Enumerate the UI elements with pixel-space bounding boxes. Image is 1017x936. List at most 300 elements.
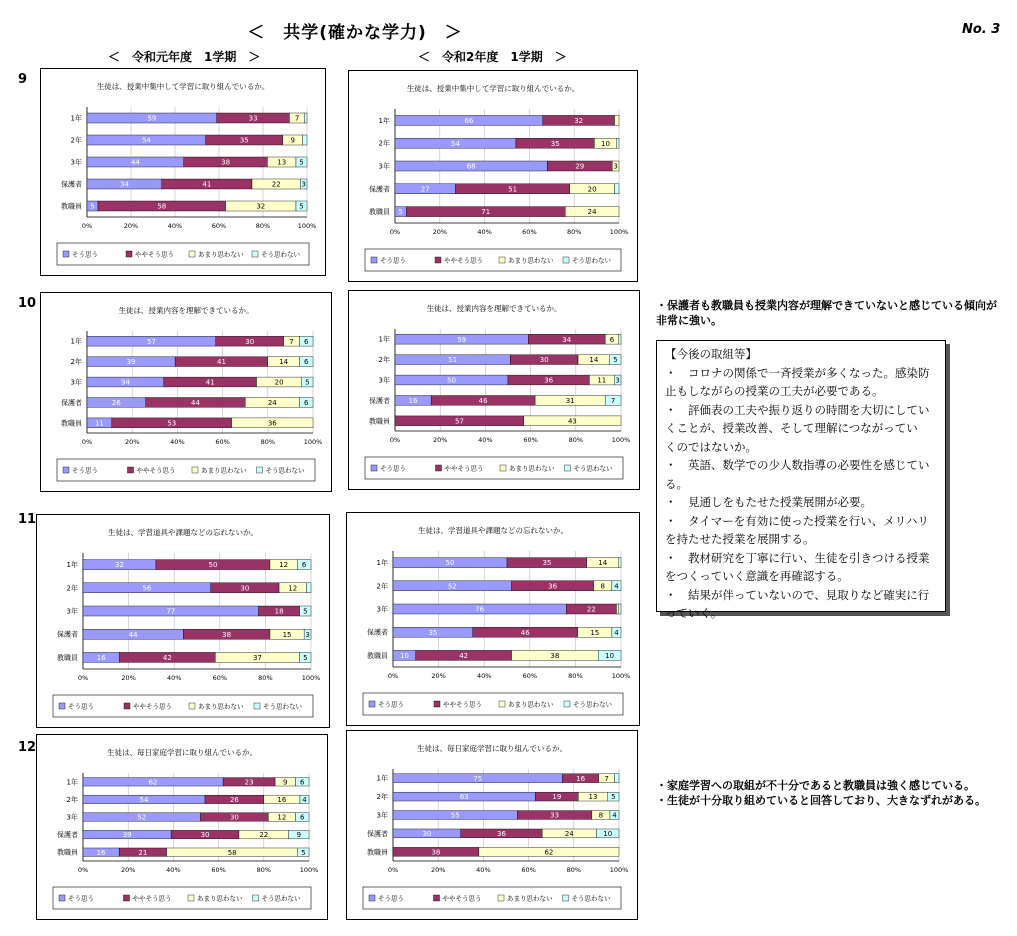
legend-swatch	[565, 465, 571, 471]
category-label: 教職員	[57, 653, 78, 662]
data-label: 18	[274, 607, 284, 616]
actions-line: を持たせた授業を展開する。	[665, 532, 815, 546]
legend-swatch	[369, 701, 375, 707]
data-label: 62	[148, 778, 158, 787]
legend-label: ややそう思う	[133, 702, 172, 711]
data-label: 53	[167, 419, 177, 428]
data-label: 20	[587, 185, 597, 194]
legend-swatch	[563, 895, 569, 901]
actions-line: ・ 結果が伴っていないので、見取りなど確実に行	[665, 587, 930, 602]
data-label: 41	[205, 378, 215, 387]
data-label: 6	[303, 337, 309, 346]
category-label: 保護者	[369, 185, 390, 194]
tick-label: 20%	[123, 222, 139, 230]
actions-line: る。	[665, 476, 688, 491]
data-label: 16	[576, 774, 586, 783]
chart-q9-r2	[348, 70, 638, 282]
data-label: 13	[588, 793, 598, 802]
tick-label: 0%	[77, 674, 89, 682]
tick-label: 40%	[167, 222, 183, 230]
data-label: 57	[146, 337, 156, 346]
actions-line: をつくっていく意識を再確認する。	[665, 569, 849, 583]
question-number: 9	[18, 72, 28, 87]
actions-line: ・ 英語、数学での少人数指導の必要性を感じてい	[665, 458, 930, 472]
data-label: 34	[119, 180, 129, 189]
legend-label: あまり思わない	[507, 894, 553, 903]
actions-line: ・ コロナの関係で一斉授業が多くなった。感染防	[665, 365, 930, 380]
legend-label: そう思わない	[265, 466, 305, 475]
tick-label: 100%	[299, 866, 319, 874]
legend-swatch	[499, 257, 505, 263]
tick-label: 20%	[430, 866, 446, 874]
data-label: 37	[252, 654, 262, 662]
tick-label: 100%	[611, 672, 631, 680]
data-label: 34	[562, 335, 572, 344]
category-label: 2年	[66, 584, 78, 593]
data-label: 26	[111, 399, 121, 407]
actions-line: ・ タイマーを有効に使った授業を行い、メリハリ	[665, 513, 929, 528]
data-label: 5	[303, 607, 308, 616]
data-label: 7	[289, 337, 294, 346]
tick-label: 60%	[522, 672, 538, 680]
category-label: 3年	[376, 605, 388, 614]
data-label: 50	[208, 561, 218, 570]
data-label: 5	[305, 378, 310, 387]
category-label: 3年	[70, 378, 82, 387]
data-label: 76	[475, 605, 485, 614]
tick-label: 80%	[258, 674, 273, 682]
category-label: 3年	[66, 813, 78, 822]
stacked-bar-chart	[349, 71, 637, 281]
data-label: 59	[457, 335, 467, 344]
chart-title: 生徒は、授業内容を理解できているか。	[118, 306, 254, 315]
category-label: 保護者	[367, 829, 388, 838]
legend-swatch	[124, 895, 130, 901]
legend-label: そう思わない	[263, 702, 302, 711]
data-label: 63	[459, 793, 469, 802]
bar-segment	[616, 604, 618, 614]
stacked-bar-chart	[41, 293, 331, 491]
data-label: 13	[277, 158, 287, 167]
legend-label: そう思う	[72, 466, 98, 475]
tick-label: 60%	[522, 228, 537, 236]
data-label: 27	[420, 185, 430, 194]
category-label: 2年	[378, 139, 390, 148]
data-label: 68	[466, 162, 476, 171]
legend-label: ややそう思う	[443, 700, 482, 709]
data-label: 58	[227, 848, 237, 857]
tick-label: 20%	[120, 866, 136, 874]
bar-segment	[615, 184, 619, 194]
data-label: 44	[130, 158, 140, 167]
data-label: 31	[565, 397, 575, 405]
data-label: 34	[120, 378, 130, 387]
data-label: 54	[451, 139, 460, 148]
actions-line: ・ 評価表の工夫や振り返りの時間を大切にしてい	[665, 402, 930, 417]
legend-label: そう思う	[380, 256, 406, 265]
tick-label: 80%	[566, 228, 582, 236]
data-label: 4	[614, 628, 619, 637]
question-number: 11	[18, 512, 37, 527]
bar-segment	[306, 583, 311, 593]
tick-label: 0%	[389, 436, 401, 444]
chart-q9-r1	[40, 68, 326, 276]
data-label: 7	[604, 774, 609, 783]
legend-label: そう思わない	[573, 700, 612, 709]
tick-label: 40%	[166, 674, 182, 682]
data-label: 35	[239, 136, 249, 145]
data-label: 41	[217, 358, 226, 367]
tick-label: 100%	[297, 222, 317, 230]
legend-swatch	[371, 465, 377, 471]
legend-swatch	[564, 701, 570, 707]
legend-label: そう思わない	[573, 464, 613, 473]
note-line: ・保護者も教職員も授業内容が理解できていないと感じている傾向が	[656, 299, 997, 312]
data-label: 57	[454, 417, 464, 426]
chart-q12-r1	[36, 734, 328, 920]
bar-segment	[615, 115, 619, 125]
legend-swatch	[252, 251, 258, 257]
note-q12	[656, 778, 986, 808]
chart-q11-r1	[36, 514, 330, 728]
data-label: 22	[586, 605, 596, 614]
category-label: 3年	[66, 607, 78, 616]
tick-label: 80%	[568, 436, 584, 444]
data-label: 71	[481, 208, 491, 217]
data-label: 38	[222, 630, 232, 639]
tick-label: 0%	[387, 866, 399, 874]
legend-swatch	[434, 895, 440, 901]
stacked-bar-chart	[347, 513, 639, 725]
data-label: 3	[305, 630, 310, 639]
category-label: 教職員	[369, 417, 390, 426]
tick-label: 40%	[478, 436, 493, 444]
legend-label: そう思う	[68, 702, 94, 711]
legend-label: ややそう思う	[136, 466, 176, 475]
data-label: 10	[603, 830, 613, 838]
category-label: 2年	[66, 795, 78, 804]
tick-label: 100%	[611, 436, 631, 444]
data-label: 62	[544, 848, 554, 857]
chart-title: 生徒は、学習道具や課題などの忘れないか。	[108, 528, 258, 537]
data-label: 44	[191, 399, 200, 407]
stacked-bar-chart	[41, 69, 325, 275]
data-label: 30	[422, 830, 432, 838]
data-label: 9	[290, 136, 295, 145]
tick-label: 100%	[609, 866, 629, 874]
legend-swatch	[369, 895, 375, 901]
data-label: 36	[544, 376, 554, 385]
legend-label: そう思う	[380, 464, 406, 473]
data-label: 5	[611, 793, 616, 802]
category-label: 1年	[378, 335, 390, 344]
bar-segment	[619, 558, 621, 568]
category-label: 保護者	[61, 398, 82, 407]
tick-label: 20%	[432, 228, 448, 236]
data-label: 15	[590, 628, 600, 637]
data-label: 38	[431, 848, 441, 857]
category-label: 1年	[66, 561, 78, 570]
tick-label: 80%	[568, 672, 583, 680]
data-label: 30	[229, 813, 239, 822]
note-line: 非常に強い。	[656, 314, 722, 327]
legend-swatch	[189, 251, 195, 257]
data-label: 54	[141, 136, 151, 145]
data-label: 51	[448, 356, 458, 365]
legend-swatch	[59, 895, 65, 901]
legend-label: あまり思わない	[198, 250, 244, 259]
data-label: 29	[575, 162, 585, 171]
chart-q10-r2	[348, 290, 640, 490]
data-label: 6	[303, 358, 309, 367]
data-label: 6	[609, 335, 615, 344]
tick-label: 20%	[431, 672, 446, 680]
data-label: 41	[202, 180, 212, 189]
category-label: 2年	[70, 358, 82, 367]
chart-title: 生徒は、毎日家庭学習に取り組んでいるか。	[417, 744, 567, 753]
data-label: 5	[299, 202, 304, 211]
legend-label: そう思わない	[571, 894, 611, 903]
stacked-bar-chart	[37, 735, 327, 919]
legend-swatch	[189, 703, 195, 709]
category-label: 3年	[70, 158, 82, 167]
data-label: 26	[229, 796, 239, 804]
data-label: 11	[597, 376, 607, 385]
legend-swatch	[59, 703, 65, 709]
legend-swatch	[436, 465, 442, 471]
data-label: 11	[94, 419, 104, 428]
category-label: 1年	[70, 114, 82, 123]
tick-label: 20%	[121, 674, 136, 682]
actions-heading: 【今後の取組等】	[665, 347, 757, 361]
data-label: 35	[542, 559, 552, 568]
category-label: 1年	[376, 774, 388, 783]
data-label: 8	[598, 811, 604, 820]
data-label: 52	[447, 582, 457, 591]
tick-label: 80%	[566, 866, 582, 874]
tick-label: 0%	[77, 866, 89, 874]
legend-label: そう思う	[72, 250, 98, 259]
legend-label: ややそう思う	[442, 894, 482, 903]
question-number: 12	[18, 740, 37, 755]
data-label: 5	[301, 848, 306, 857]
data-label: 77	[166, 607, 176, 616]
legend-label: そう思う	[378, 700, 404, 709]
note-line: ・生徒が十分取り組めていると回答しており、大きなずれがある。	[656, 794, 986, 807]
legend-swatch	[434, 701, 440, 707]
tick-label: 40%	[477, 228, 492, 236]
data-label: 33	[248, 114, 258, 123]
tick-label: 0%	[389, 228, 401, 236]
data-label: 75	[473, 774, 483, 783]
tick-label: 100%	[609, 228, 629, 236]
legend-swatch	[498, 895, 504, 901]
category-label: 1年	[376, 559, 388, 568]
category-label: 2年	[70, 136, 82, 145]
data-label: 38	[221, 158, 231, 167]
data-label: 21	[138, 848, 148, 857]
tick-label: 0%	[81, 438, 93, 446]
stacked-bar-chart	[349, 291, 639, 489]
data-label: 12	[279, 561, 289, 570]
data-label: 42	[459, 652, 469, 660]
data-label: 5	[299, 158, 304, 167]
page-title: ＜ 共学(確かな学力) ＞	[247, 23, 463, 43]
data-label: 19	[552, 793, 562, 802]
data-label: 10	[605, 652, 615, 660]
legend-swatch	[254, 703, 260, 709]
data-label: 22	[259, 831, 269, 840]
data-label: 3	[615, 376, 620, 385]
legend-label: ややそう思う	[132, 894, 172, 903]
actions-line: っていく。	[665, 606, 723, 620]
data-label: 4	[614, 582, 619, 591]
data-label: 24	[587, 208, 597, 217]
data-label: 10	[399, 652, 409, 660]
column-heading-left: ＜ 令和元年度 1学期 ＞	[108, 50, 261, 64]
data-label: 50	[447, 376, 456, 385]
chart-title: 生徒は、毎日家庭学習に取り組んでいるか。	[107, 748, 257, 757]
bar-segment	[305, 113, 307, 123]
category-label: 2年	[376, 793, 388, 802]
data-label: 32	[115, 561, 124, 570]
legend-label: ややそう思う	[444, 464, 484, 473]
tick-label: 40%	[476, 672, 492, 680]
note-q10	[656, 298, 997, 328]
data-label: 23	[244, 778, 254, 787]
data-label: 16	[408, 397, 418, 405]
chart-q11-r2	[346, 512, 640, 726]
chart-title: 生徒は、授業内容を理解できているか。	[426, 304, 562, 313]
data-label: 35	[550, 139, 560, 148]
legend-label: そう思わない	[572, 256, 611, 265]
data-label: 14	[598, 559, 608, 568]
column-heading-right: ＜ 令和2年度 1学期 ＞	[418, 50, 567, 64]
tick-label: 80%	[256, 866, 272, 874]
data-label: 5	[398, 208, 403, 217]
bar-segment	[303, 135, 307, 145]
bar-segment	[614, 774, 619, 783]
category-label: 3年	[378, 376, 390, 385]
data-label: 36	[267, 419, 277, 428]
category-label: 1年	[66, 778, 78, 787]
legend-label: そう思う	[68, 894, 94, 903]
data-label: 32	[256, 202, 266, 211]
question-number: 10	[18, 296, 37, 311]
category-label: 保護者	[57, 831, 78, 840]
legend-swatch	[63, 467, 69, 473]
data-label: 52	[137, 813, 147, 822]
data-label: 36	[548, 582, 558, 591]
data-label: 14	[279, 358, 289, 367]
stacked-bar-chart	[37, 515, 329, 727]
tick-label: 40%	[166, 866, 181, 874]
tick-label: 100%	[301, 674, 321, 682]
stacked-bar-chart	[347, 731, 637, 919]
data-label: 20	[274, 378, 284, 387]
legend-label: あまり思わない	[508, 700, 554, 709]
data-label: 36	[497, 830, 506, 838]
legend-label: あまり思わない	[509, 464, 555, 473]
legend-swatch	[257, 467, 263, 473]
data-label: 58	[157, 202, 167, 211]
actions-line: 止もしながらの授業の工夫が必要である。	[665, 384, 884, 398]
data-label: 51	[508, 185, 518, 194]
category-label: 教職員	[61, 202, 82, 211]
data-label: 30	[539, 356, 549, 365]
data-label: 3	[301, 180, 306, 189]
data-label: 54	[139, 796, 149, 804]
data-label: 22	[271, 180, 281, 189]
data-label: 6	[301, 561, 307, 570]
data-label: 32	[574, 117, 584, 125]
tick-label: 60%	[521, 866, 536, 874]
data-label: 55	[450, 811, 460, 820]
category-label: 教職員	[369, 208, 390, 217]
category-label: 3年	[376, 811, 388, 820]
data-label: 50	[445, 559, 455, 568]
data-label: 5	[613, 356, 618, 365]
actions-line: ・ 見通しをもたせた授業展開が必要。	[665, 495, 872, 509]
data-label: 4	[302, 796, 307, 804]
data-label: 33	[550, 811, 560, 820]
chart-q12-r2	[346, 730, 638, 920]
data-label: 16	[96, 654, 106, 662]
tick-label: 80%	[255, 222, 271, 230]
data-label: 6	[299, 778, 305, 787]
data-label: 30	[240, 584, 250, 593]
chart-title: 生徒は、授業中集中して学習に取り組んでいるか。	[96, 82, 270, 91]
data-label: 7	[610, 397, 616, 405]
bar-segment	[619, 604, 621, 614]
category-label: 教職員	[367, 651, 388, 660]
legend-label: そう思わない	[261, 250, 300, 259]
legend-swatch	[500, 465, 506, 471]
category-label: 保護者	[57, 630, 78, 639]
note-line: ・家庭学習への取組が不十分であると教職員は強く感じている。	[656, 779, 975, 792]
tick-label: 60%	[211, 222, 227, 230]
data-label: 7	[294, 114, 300, 123]
data-label: 15	[282, 630, 292, 639]
category-label: 保護者	[369, 396, 390, 405]
data-label: 39	[126, 358, 136, 367]
actions-line: くのではないか。	[665, 439, 757, 454]
tick-label: 80%	[260, 438, 276, 446]
tick-label: 40%	[170, 438, 185, 446]
data-label: 39	[122, 831, 132, 840]
legend-swatch	[124, 703, 130, 709]
future-actions-box	[656, 340, 946, 620]
tick-label: 0%	[387, 672, 399, 680]
chart-q10-r1	[40, 292, 332, 492]
category-label: 1年	[378, 116, 390, 125]
legend-swatch	[499, 701, 505, 707]
data-label: 14	[589, 356, 599, 365]
data-label: 6	[303, 399, 309, 407]
data-label: 44	[128, 630, 138, 639]
tick-label: 60%	[212, 674, 228, 682]
chart-title: 生徒は、授業中集中して学習に取り組んでいるか。	[406, 84, 580, 93]
legend-swatch	[563, 257, 569, 263]
data-label: 30	[245, 337, 255, 346]
data-label: 3	[613, 162, 618, 171]
tick-label: 20%	[432, 436, 448, 444]
data-label: 8	[600, 582, 605, 591]
legend-swatch	[192, 467, 198, 473]
data-label: 24	[564, 830, 574, 838]
data-label: 6	[299, 813, 305, 822]
data-label: 12	[277, 813, 287, 822]
